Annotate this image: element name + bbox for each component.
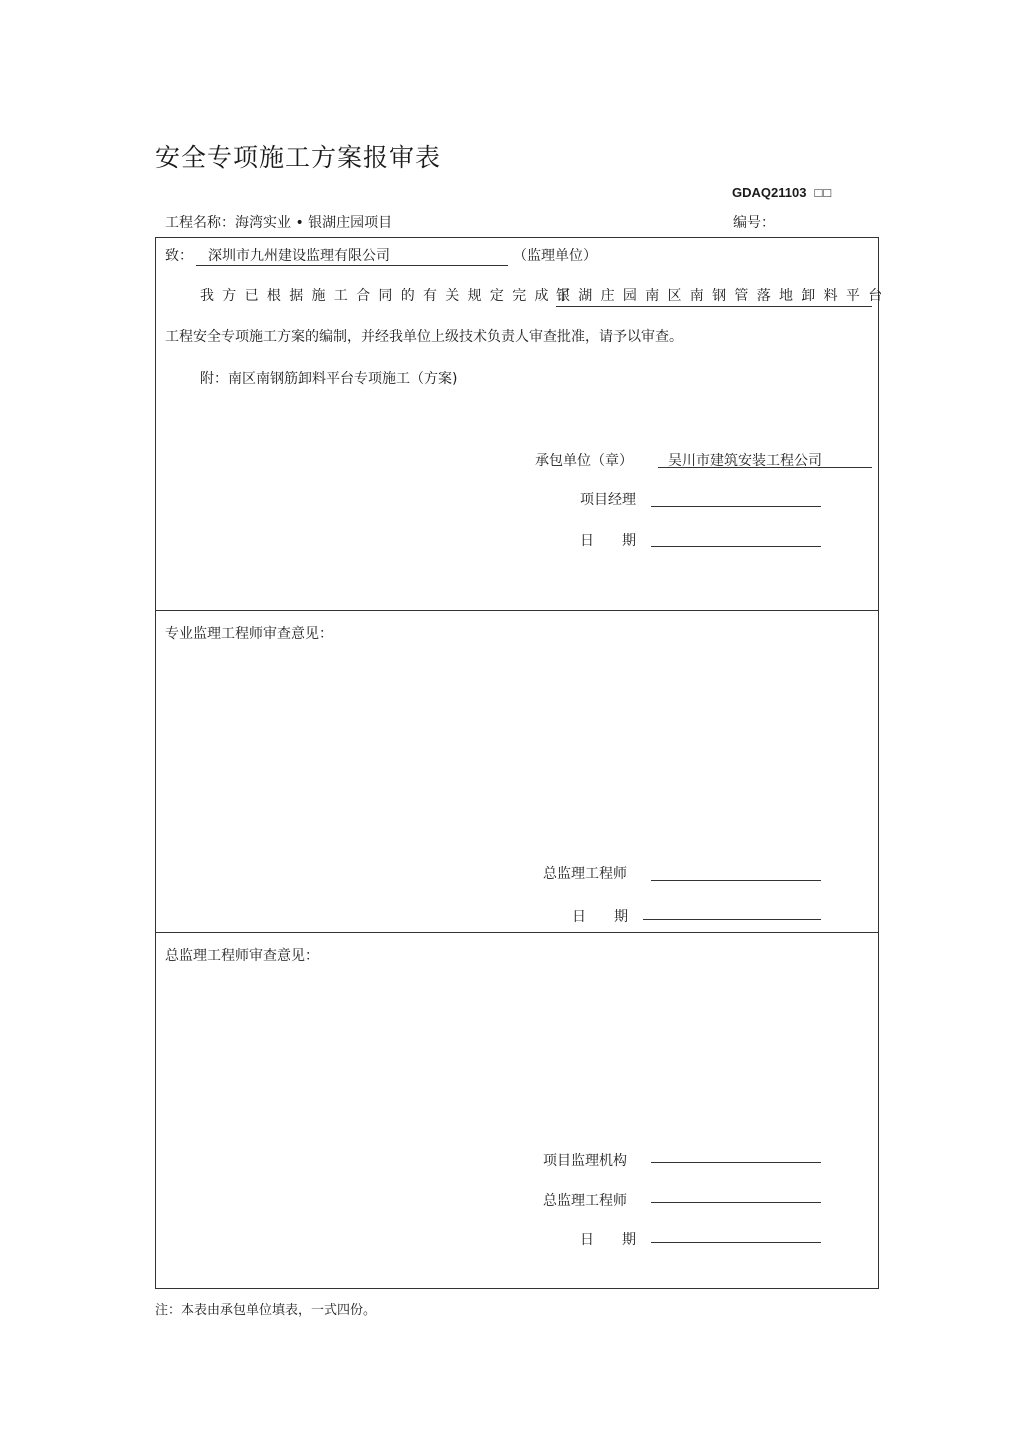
- date-line-3: [651, 1242, 821, 1243]
- form-table: [155, 237, 879, 1289]
- supervision-org-label: 项目监理机构: [543, 1153, 627, 1169]
- statement-line-1: 我方已根据施工合同的有关规定完成了: [200, 288, 580, 304]
- document-number-label: 编号：: [733, 215, 775, 231]
- project-name-label: 工程名称：海湾实业 • 银湖庄园项目: [165, 215, 393, 231]
- supervisor-company: 深圳市九州建设监理有限公司: [208, 248, 390, 264]
- contractor-label: 承包单位（章）: [535, 453, 633, 469]
- chief-review-heading: 总监理工程师审查意见：: [165, 948, 319, 964]
- project-part: 银湖庄园南区南钢管落地卸料平台: [556, 288, 891, 304]
- date-label-3: 日 期: [580, 1232, 636, 1248]
- date-line-1: [651, 546, 821, 547]
- date-label-2: 日 期: [572, 909, 628, 925]
- chief-engineer-line-1: [651, 880, 821, 881]
- specialist-review-heading: 专业监理工程师审查意见：: [165, 626, 333, 642]
- supervision-org-line: [651, 1162, 821, 1163]
- section-divider-2: [156, 932, 878, 933]
- chief-engineer-line-2: [651, 1202, 821, 1203]
- date-label-1: 日 期: [580, 533, 636, 549]
- to-label: 致：: [165, 248, 193, 264]
- manager-signature-line: [651, 506, 821, 507]
- supervisor-suffix: （监理单位）: [513, 248, 597, 264]
- contractor-name: 吴川市建筑安装工程公司: [668, 453, 822, 469]
- project-part-underline: [556, 306, 872, 307]
- date-line-2: [643, 919, 821, 920]
- form-code-text: GDAQ21103: [732, 185, 807, 200]
- contractor-underline: [658, 467, 872, 468]
- form-code-boxes: □□: [814, 185, 833, 200]
- form-code: [732, 185, 832, 200]
- statement-line-2: 工程安全专项施工方案的编制，并经我单位上级技术负责人审查批准，请予以审查。: [165, 329, 683, 345]
- attachment-line: 附：南区南钢筋卸料平台专项施工（方案): [200, 371, 458, 387]
- chief-engineer-label-1: 总监理工程师: [543, 866, 627, 882]
- section-divider-1: [156, 610, 878, 611]
- chief-engineer-label-2: 总监理工程师: [543, 1193, 627, 1209]
- form-title: 安全专项施工方案报审表: [155, 143, 442, 172]
- footnote: 注：本表由承包单位填表，一式四份。: [155, 1303, 377, 1318]
- supervisor-company-underline: [196, 265, 508, 266]
- manager-label: 项目经理: [580, 492, 636, 508]
